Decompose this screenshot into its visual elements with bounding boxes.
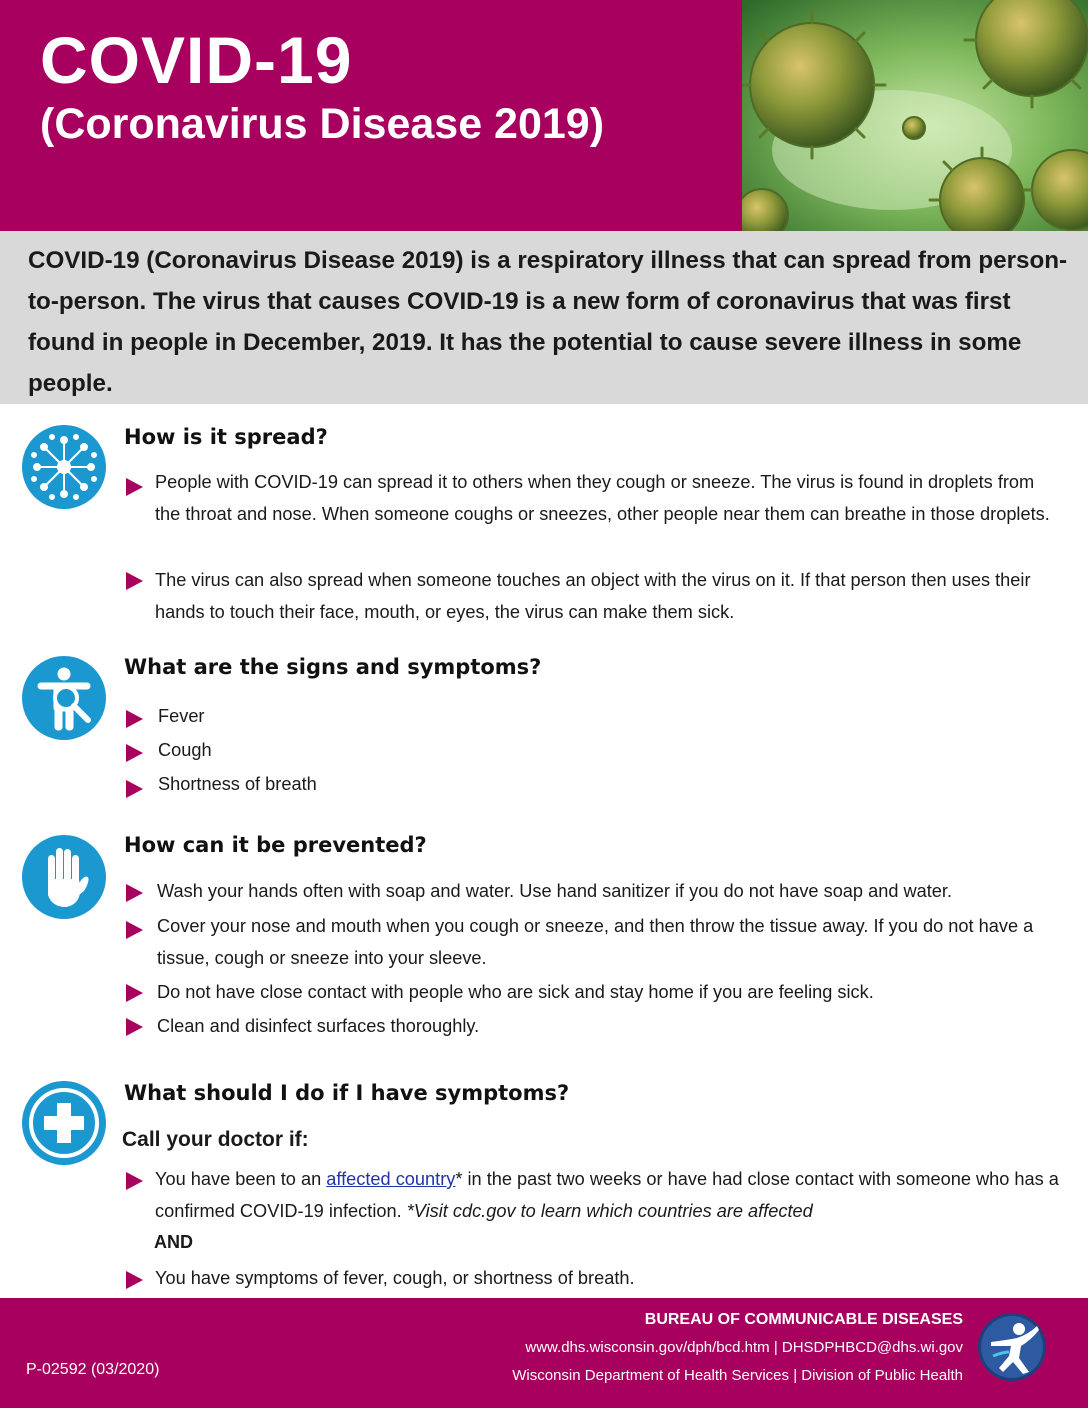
list-item: The virus can also spread when someone touches an object with the virus on it. If that person then uses their hands to touch their face, mouth, or eyes, the virus can make them sick. bbox=[155, 570, 1031, 622]
list-item: Clean and disinfect surfaces thoroughly. bbox=[157, 1016, 480, 1036]
section-heading-symptoms: What are the signs and symptoms? bbox=[124, 655, 542, 679]
coronavirus-image bbox=[742, 0, 1088, 231]
list-item: Cover your nose and mouth when you cough or sneeze, and then throw the tissue away. If you do not have a tissue, cough or sneeze into your sleeve. bbox=[157, 916, 1034, 968]
list-item: People with COVID-19 can spread it to others when they cough or sneeze. The virus is found in droplets from the throat and nose. When someone coughs or sneezes, other people near them can breathe in those droplets. bbox=[155, 472, 1050, 524]
section-heading-prevention: How can it be prevented? bbox=[124, 833, 427, 857]
triangle-bullet-icon bbox=[124, 1017, 144, 1037]
call-doctor-subheading: Call your doctor if: bbox=[122, 1128, 309, 1151]
page-title: COVID-19 bbox=[40, 23, 353, 97]
list-item: Fever bbox=[158, 706, 205, 726]
triangle-bullet-icon bbox=[124, 709, 144, 729]
cdc-note: *Visit cdc.gov to learn which countries are affected bbox=[406, 1200, 813, 1221]
footer-department: Wisconsin Department of Health Services | Division of Public Health bbox=[512, 1367, 963, 1384]
triangle-bullet-icon bbox=[124, 779, 144, 799]
and-label: AND bbox=[154, 1232, 193, 1252]
medical-cross-icon bbox=[22, 1081, 106, 1165]
triangle-bullet-icon bbox=[124, 571, 144, 591]
triangle-bullet-icon bbox=[124, 883, 144, 903]
section-heading-action: What should I do if I have symptoms? bbox=[124, 1081, 570, 1105]
triangle-bullet-icon bbox=[124, 477, 144, 497]
hand-stop-icon bbox=[22, 835, 106, 919]
triangle-bullet-icon bbox=[124, 983, 144, 1003]
page-subtitle: (Coronavirus Disease 2019) bbox=[40, 100, 605, 148]
network-spread-icon bbox=[22, 425, 106, 509]
list-item: Wash your hands often with soap and water. Use hand sanitizer if you do not have soap and water. bbox=[157, 881, 953, 901]
affected-country-link[interactable]: affected country bbox=[326, 1169, 456, 1189]
intro-text: COVID-19 (Coronavirus Disease 2019) is a respiratory illness that can spread from person-to-person. The virus that causes COVID-19 is a new form of coronavirus that was first found in people in December, 2019. It has the potential to cause severe illness in some people. bbox=[28, 247, 1068, 397]
triangle-bullet-icon bbox=[124, 1171, 144, 1191]
document-code: P-02592 (03/2020) bbox=[26, 1361, 160, 1378]
footer-contact: www.dhs.wisconsin.gov/dph/bcd.htm | DHSDPHBCD@dhs.wi.gov bbox=[525, 1339, 963, 1356]
section-heading-spread: How is it spread? bbox=[124, 425, 328, 449]
list-item: You have been to an affected country* in the past two weeks or have had close contact with someone who has a confirmed COVID-19 infection. *Visit cdc.gov to learn which countries are affected bbox=[155, 1169, 1059, 1221]
dhs-person-logo-icon bbox=[977, 1312, 1047, 1382]
list-item: Cough bbox=[158, 740, 212, 760]
list-item: Do not have close contact with people who are sick and stay home if you are feeling sick. bbox=[157, 982, 874, 1002]
list-item: You have symptoms of fever, cough, or shortness of breath. bbox=[155, 1268, 635, 1288]
triangle-bullet-icon bbox=[124, 920, 144, 940]
person-magnifier-icon bbox=[22, 656, 106, 740]
triangle-bullet-icon bbox=[124, 1270, 144, 1290]
footer-bureau: BUREAU OF COMMUNICABLE DISEASES bbox=[644, 1311, 963, 1328]
list-item: Shortness of breath bbox=[158, 774, 317, 794]
triangle-bullet-icon bbox=[124, 743, 144, 763]
